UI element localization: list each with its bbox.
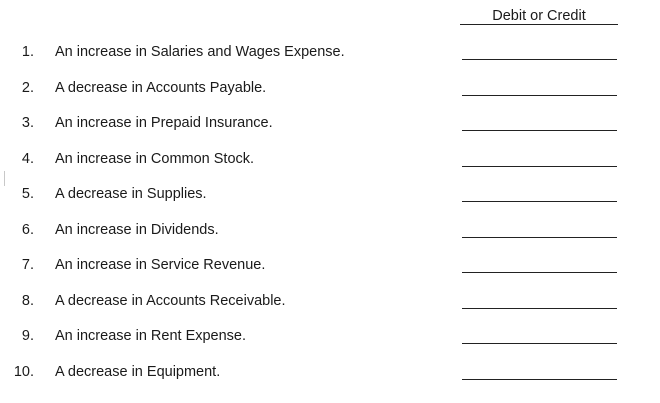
debit-or-credit-column-header: Debit or Credit (460, 8, 618, 25)
item-text: A decrease in Accounts Payable. (55, 80, 267, 96)
item-text: An increase in Service Revenue. (55, 257, 266, 273)
item-text: A decrease in Accounts Receivable. (55, 293, 286, 309)
answer-blank[interactable] (462, 343, 617, 344)
item-text: An increase in Common Stock. (55, 151, 255, 167)
answer-blank[interactable] (462, 237, 617, 238)
list-item (0, 42, 660, 62)
item-text: A decrease in Equipment. (55, 364, 221, 380)
answer-blank[interactable] (462, 272, 617, 273)
list-item (0, 184, 660, 204)
item-number: 5. (21, 186, 34, 202)
answer-blank[interactable] (462, 166, 617, 167)
list-item (0, 78, 660, 98)
list-item (0, 149, 660, 169)
answer-blank[interactable] (462, 59, 617, 60)
answer-blank[interactable] (462, 308, 617, 309)
item-text: An increase in Salaries and Wages Expense. (55, 44, 345, 60)
list-item (0, 362, 660, 382)
answer-blank[interactable] (462, 201, 617, 202)
list-item (0, 326, 660, 346)
item-number: 8. (21, 293, 34, 309)
item-number: 10. (13, 364, 34, 380)
item-text: A decrease in Supplies. (55, 186, 207, 202)
item-number: 4. (21, 151, 34, 167)
item-number: 1. (21, 44, 34, 60)
item-text: An increase in Rent Expense. (55, 328, 247, 344)
list-item (0, 113, 660, 133)
list-item (0, 220, 660, 240)
item-number: 2. (21, 80, 34, 96)
item-text: An increase in Dividends. (55, 222, 219, 238)
item-text: An increase in Prepaid Insurance. (55, 115, 273, 131)
item-number: 9. (21, 328, 34, 344)
answer-blank[interactable] (462, 95, 617, 96)
item-number: 3. (21, 115, 34, 131)
answer-blank[interactable] (462, 130, 617, 131)
answer-blank[interactable] (462, 379, 617, 380)
item-number: 6. (21, 222, 34, 238)
item-number: 7. (21, 257, 34, 273)
list-item (0, 255, 660, 275)
list-item (0, 291, 660, 311)
